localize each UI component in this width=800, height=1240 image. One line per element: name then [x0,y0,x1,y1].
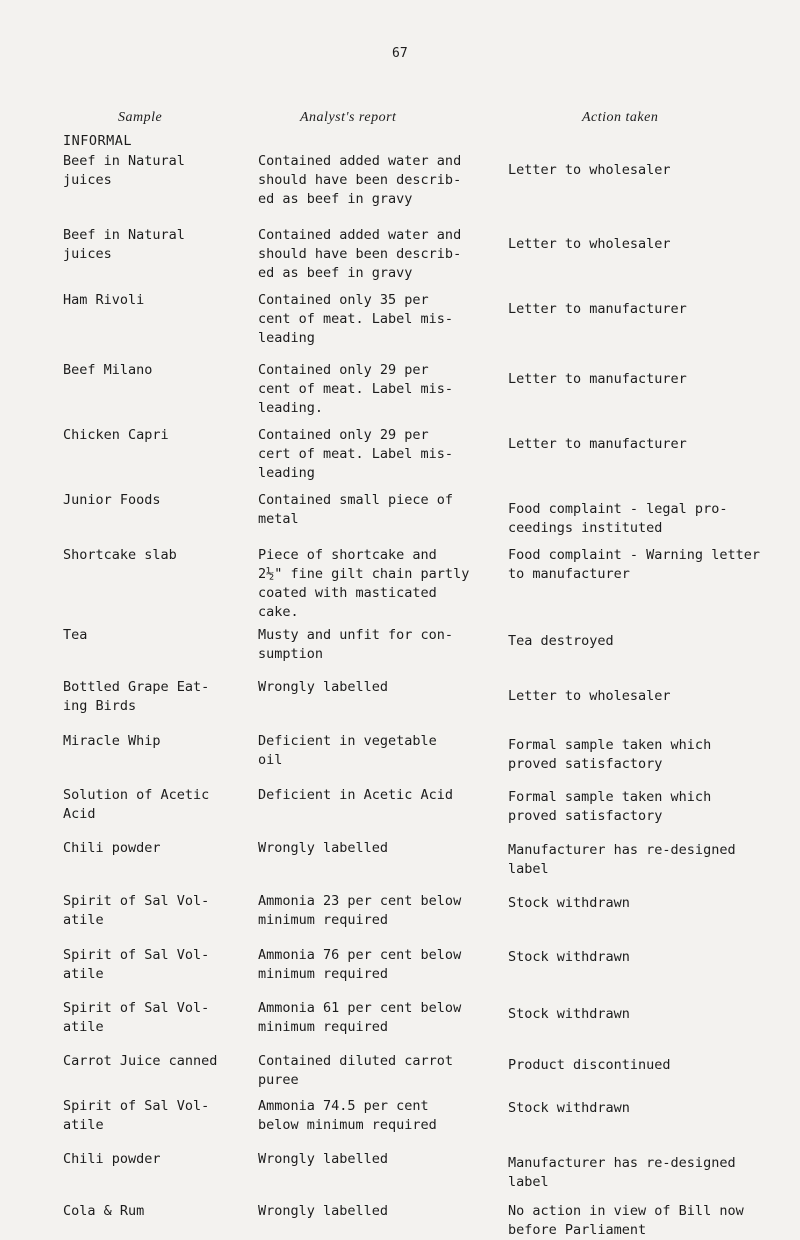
action-taken-cell [508,894,778,913]
analyst-report-cell [258,892,488,930]
sample-cell [63,732,248,751]
action-taken-cell-line: to manufacturer [508,566,630,582]
analyst-report-cell [258,291,488,348]
analyst-report-cell [258,1052,488,1090]
sample-cell-line: Bottled Grape Eat- [63,679,210,695]
analyst-report-cell-line: Contained small piece of [258,492,454,508]
sample-cell-line: Cola & Rum [63,1203,145,1219]
sample-cell-line: Ham Rivoli [63,292,145,308]
analyst-report-cell-line: Piece of shortcake and [258,547,437,563]
action-taken-cell-line: Letter to wholesaler [508,162,671,178]
sample-cell-line: Solution of Acetic [63,787,210,803]
analyst-report-cell-line: should have been describ- [258,246,462,262]
sample-cell-line: Spirit of Sal Vol- [63,1000,210,1016]
analyst-report-cell-line: puree [258,1072,299,1088]
action-taken-cell-line: Letter to wholesaler [508,688,671,704]
action-taken-cell-line: Product discontinued [508,1057,671,1073]
analyst-report-cell-line: Ammonia 74.5 per cent [258,1098,429,1114]
action-taken-cell-line: Manufacturer has re-designed [508,842,736,858]
sample-cell-line: Junior Foods [63,492,161,508]
analyst-report-cell-line: Contained only 29 per [258,427,429,443]
sample-cell-line: Shortcake slab [63,547,177,563]
sample-cell-line: Miracle Whip [63,733,161,749]
page-number: 67 [392,46,408,61]
analyst-report-cell-line: Contained only 29 per [258,362,429,378]
action-taken-cell [508,687,778,706]
sample-cell-line: Beef in Natural [63,153,185,169]
analyst-report-cell-line: should have been describ- [258,172,462,188]
sample-cell-line: Spirit of Sal Vol- [63,947,210,963]
analyst-report-cell [258,1202,488,1221]
action-taken-cell [508,1099,778,1118]
analyst-report-cell-line: leading [258,465,315,481]
sample-cell [63,999,248,1037]
sample-cell [63,291,248,310]
analyst-report-cell-line: Contained only 35 per [258,292,429,308]
analyst-report-cell-line: minimum required [258,966,389,982]
sample-cell [63,678,248,716]
analyst-report-cell [258,839,488,858]
sample-cell [63,546,248,565]
action-taken-cell-line: Stock withdrawn [508,949,630,965]
action-taken-cell [508,841,778,879]
sample-cell-line: Acid [63,806,96,822]
action-taken-cell-line: Stock withdrawn [508,1006,630,1022]
analyst-report-cell-line: 2½" fine gilt chain partly [258,566,470,582]
analyst-report-cell-line: Ammonia 76 per cent below [258,947,462,963]
analyst-report-cell [258,678,488,697]
action-taken-cell [508,1005,778,1024]
analyst-report-cell-line: ed as beef in gravy [258,191,413,207]
analyst-report-cell [258,361,488,418]
analyst-report-cell [258,426,488,483]
sample-cell [63,1150,248,1169]
analyst-report-cell-line: leading [258,330,315,346]
analyst-report-cell-line: coated with masticated [258,585,437,601]
action-taken-cell-line: Letter to wholesaler [508,236,671,252]
analyst-report-cell [258,732,488,770]
sample-cell [63,491,248,510]
action-taken-cell [508,736,778,774]
sample-cell [63,426,248,445]
sample-cell [63,946,248,984]
action-taken-cell [508,1202,778,1240]
analyst-report-cell-line: Contained added water and [258,153,462,169]
sample-cell-line: Spirit of Sal Vol- [63,1098,210,1114]
action-taken-cell-line: No action in view of Bill now [508,1203,744,1219]
sample-cell-line: Carrot Juice canned [63,1053,218,1069]
analyst-report-cell [258,152,488,209]
column-header-action-taken: Action taken [582,110,659,125]
analyst-report-cell-line: Wrongly labelled [258,1151,389,1167]
sample-cell [63,152,248,190]
sample-cell-line: atile [63,966,104,982]
action-taken-cell-line: Stock withdrawn [508,1100,630,1116]
action-taken-cell-line: Letter to manufacturer [508,436,687,452]
analyst-report-cell-line: minimum required [258,912,389,928]
sample-cell-line: atile [63,912,104,928]
analyst-report-cell-line: below minimum required [258,1117,437,1133]
sample-cell-line: Chicken Capri [63,427,169,443]
action-taken-cell [508,1154,778,1192]
action-taken-cell [508,370,778,389]
analyst-report-cell-line: leading. [258,400,324,416]
sample-cell-line: Tea [63,627,88,643]
sample-cell [63,1052,248,1071]
analyst-report-cell [258,226,488,283]
analyst-report-cell [258,626,488,664]
analyst-report-cell [258,546,488,622]
sample-cell [63,361,248,380]
analyst-report-cell-line: Wrongly labelled [258,1203,389,1219]
action-taken-cell-line: Stock withdrawn [508,895,630,911]
sample-cell-line: atile [63,1117,104,1133]
analyst-report-cell-line: Ammonia 61 per cent below [258,1000,462,1016]
action-taken-cell [508,788,778,826]
analyst-report-cell-line: minimum required [258,1019,389,1035]
column-header-analyst-report: Analyst's report [300,110,397,125]
section-label: INFORMAL [63,133,133,149]
analyst-report-cell-line: Deficient in Acetic Acid [258,787,454,803]
analyst-report-cell [258,946,488,984]
action-taken-cell-line: Food complaint - legal pro- [508,501,728,517]
sample-cell-line: Chili powder [63,1151,161,1167]
analyst-report-cell-line: Contained diluted carrot [258,1053,454,1069]
sample-cell [63,626,248,645]
analyst-report-cell-line: sumption [258,646,324,662]
analyst-report-cell-line: oil [258,752,283,768]
action-taken-cell-line: Letter to manufacturer [508,371,687,387]
analyst-report-cell [258,1097,488,1135]
action-taken-cell-line: Food complaint - Warning letter [508,547,760,563]
analyst-report-cell-line: cent of meat. Label mis- [258,381,454,397]
sample-cell-line: juices [63,246,112,262]
action-taken-cell [508,500,778,538]
analyst-report-cell-line: ed as beef in gravy [258,265,413,281]
analyst-report-cell [258,491,488,529]
sample-cell-line: Beef in Natural [63,227,185,243]
analyst-report-cell-line: Musty and unfit for con- [258,627,454,643]
analyst-report-cell-line: Wrongly labelled [258,679,389,695]
sample-cell [63,839,248,858]
action-taken-cell-line: label [508,1174,549,1190]
action-taken-cell [508,300,778,319]
sample-cell-line: Chili powder [63,840,161,856]
column-header-sample: Sample [118,110,163,125]
analyst-report-cell [258,1150,488,1169]
sample-cell-line: juices [63,172,112,188]
action-taken-cell [508,546,778,584]
analyst-report-cell [258,786,488,805]
sample-cell-line: Spirit of Sal Vol- [63,893,210,909]
action-taken-cell [508,1056,778,1075]
action-taken-cell [508,435,778,454]
sample-cell-line: atile [63,1019,104,1035]
action-taken-cell-line: Manufacturer has re-designed [508,1155,736,1171]
action-taken-cell [508,161,778,180]
analyst-report-cell-line: cent of meat. Label mis- [258,311,454,327]
analyst-report-cell-line: cert of meat. Label mis- [258,446,454,462]
action-taken-cell-line: ceedings instituted [508,520,663,536]
action-taken-cell [508,235,778,254]
action-taken-cell-line: proved satisfactory [508,756,663,772]
action-taken-cell-line: proved satisfactory [508,808,663,824]
action-taken-cell-line: Formal sample taken which [508,789,712,805]
action-taken-cell [508,948,778,967]
analyst-report-cell-line: cake. [258,604,299,620]
analyst-report-cell-line: metal [258,511,299,527]
analyst-report-cell [258,999,488,1037]
action-taken-cell-line: Tea destroyed [508,633,614,649]
analyst-report-cell-line: Wrongly labelled [258,840,389,856]
sample-cell [63,1097,248,1135]
sample-cell [63,1202,248,1221]
sample-cell [63,226,248,264]
sample-cell [63,892,248,930]
sample-cell [63,786,248,824]
action-taken-cell-line: Formal sample taken which [508,737,712,753]
action-taken-cell-line: before Parliament [508,1222,647,1238]
sample-cell-line: Beef Milano [63,362,153,378]
analyst-report-cell-line: Contained added water and [258,227,462,243]
sample-cell-line: ing Birds [63,698,137,714]
action-taken-cell-line: Letter to manufacturer [508,301,687,317]
analyst-report-cell-line: Deficient in vegetable [258,733,437,749]
action-taken-cell-line: label [508,861,549,877]
analyst-report-cell-line: Ammonia 23 per cent below [258,893,462,909]
action-taken-cell [508,632,778,651]
